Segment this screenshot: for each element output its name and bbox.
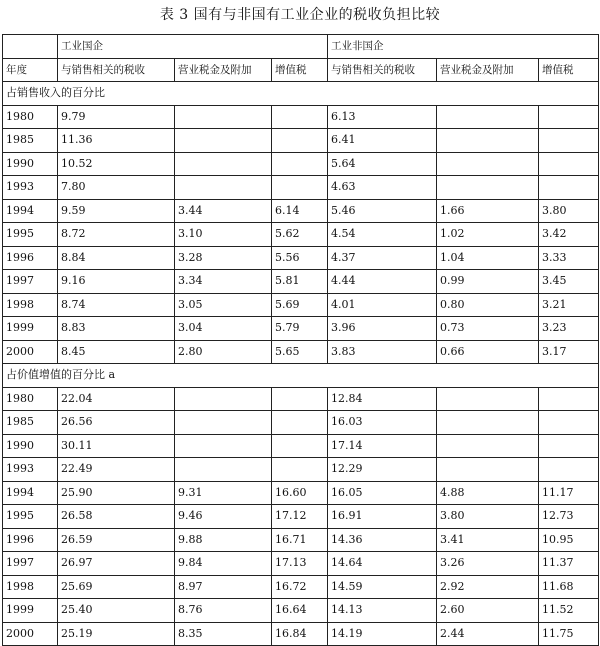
value-cell: 17.14 [328,434,437,458]
value-cell [272,387,328,411]
value-cell [175,434,272,458]
value-cell: 9.88 [175,528,272,552]
value-cell: 3.34 [175,270,272,294]
value-cell [272,411,328,435]
value-cell: 0.73 [437,317,539,341]
value-cell: 3.41 [437,528,539,552]
corner-cell [3,35,58,59]
value-cell: 8.35 [175,622,272,646]
value-cell [175,105,272,129]
value-cell [175,387,272,411]
value-cell: 26.56 [58,411,175,435]
year-cell: 1994 [3,199,58,223]
value-cell: 14.36 [328,528,437,552]
value-cell: 5.81 [272,270,328,294]
value-cell: 4.54 [328,223,437,247]
table-row [3,622,599,646]
value-cell: 16.05 [328,481,437,505]
value-cell: 9.46 [175,505,272,529]
value-cell: 26.97 [58,552,175,576]
value-cell: 22.49 [58,458,175,482]
section-label: 占销售收入的百分比 [3,82,599,106]
value-cell: 1.66 [437,199,539,223]
value-cell: 11.37 [539,552,599,576]
value-cell: 0.80 [437,293,539,317]
value-cell: 22.04 [58,387,175,411]
table-row [3,152,599,176]
value-cell: 4.88 [437,481,539,505]
value-cell: 11.36 [58,129,175,153]
value-cell: 4.44 [328,270,437,294]
year-cell: 1993 [3,458,58,482]
column-header-business-tax-nonstate: 营业税金及附加 [437,58,539,82]
value-cell: 25.40 [58,599,175,623]
value-cell: 12.29 [328,458,437,482]
year-cell: 1985 [3,129,58,153]
value-cell: 30.11 [58,434,175,458]
value-cell: 3.80 [437,505,539,529]
value-cell [437,105,539,129]
value-cell [539,387,599,411]
value-cell: 16.84 [272,622,328,646]
value-cell: 14.64 [328,552,437,576]
value-cell [437,152,539,176]
table-row [3,317,599,341]
value-cell: 7.80 [58,176,175,200]
value-cell: 17.12 [272,505,328,529]
value-cell: 16.64 [272,599,328,623]
value-cell: 4.63 [328,176,437,200]
value-cell: 26.58 [58,505,175,529]
year-cell: 2000 [3,622,58,646]
value-cell: 0.99 [437,270,539,294]
value-cell: 2.80 [175,340,272,364]
value-cell: 3.80 [539,199,599,223]
value-cell: 8.45 [58,340,175,364]
value-cell: 10.95 [539,528,599,552]
value-cell [272,152,328,176]
value-cell: 2.60 [437,599,539,623]
value-cell: 8.84 [58,246,175,270]
value-cell: 3.45 [539,270,599,294]
value-cell: 16.03 [328,411,437,435]
value-cell: 8.83 [58,317,175,341]
value-cell: 16.60 [272,481,328,505]
value-cell: 3.21 [539,293,599,317]
value-cell: 8.76 [175,599,272,623]
value-cell [175,411,272,435]
table-row [3,387,599,411]
value-cell: 3.05 [175,293,272,317]
section-row [3,364,599,388]
value-cell: 2.92 [437,575,539,599]
value-cell [437,411,539,435]
value-cell: 2.44 [437,622,539,646]
year-cell: 1994 [3,481,58,505]
value-cell [175,129,272,153]
column-header-vat-nonstate: 增值税 [539,58,599,82]
value-cell: 9.84 [175,552,272,576]
column-header-row [3,58,599,82]
year-cell: 1990 [3,152,58,176]
year-cell: 1997 [3,552,58,576]
year-cell: 1995 [3,223,58,247]
value-cell [437,458,539,482]
value-cell: 16.91 [328,505,437,529]
value-cell: 5.56 [272,246,328,270]
table-title: 表 3 国有与非国有工业企业的税收负担比较 [159,7,441,23]
table-row [3,176,599,200]
table-body [3,35,599,646]
column-header-vat: 增值税 [272,58,328,82]
value-cell [437,129,539,153]
table-row [3,434,599,458]
year-cell: 1980 [3,105,58,129]
table-row [3,270,599,294]
value-cell: 17.13 [272,552,328,576]
table-row [3,246,599,270]
value-cell: 9.79 [58,105,175,129]
year-cell: 1999 [3,599,58,623]
value-cell: 8.74 [58,293,175,317]
column-header-business-tax: 营业税金及附加 [175,58,272,82]
table-row [3,199,599,223]
value-cell [539,152,599,176]
value-cell: 25.19 [58,622,175,646]
section-row [3,82,599,106]
value-cell: 9.16 [58,270,175,294]
year-cell: 1995 [3,505,58,529]
table-row [3,552,599,576]
value-cell: 5.62 [272,223,328,247]
table-row [3,458,599,482]
value-cell: 16.71 [272,528,328,552]
value-cell [437,434,539,458]
value-cell: 3.28 [175,246,272,270]
year-cell: 1996 [3,528,58,552]
value-cell: 3.10 [175,223,272,247]
table-row [3,481,599,505]
section-label: 占价值增值的百分比 a [3,364,599,388]
table-row [3,575,599,599]
value-cell [437,176,539,200]
value-cell: 1.02 [437,223,539,247]
table-row [3,293,599,317]
value-cell [272,458,328,482]
value-cell: 8.72 [58,223,175,247]
value-cell: 6.41 [328,129,437,153]
value-cell: 3.17 [539,340,599,364]
value-cell: 3.42 [539,223,599,247]
value-cell: 3.83 [328,340,437,364]
value-cell [539,129,599,153]
year-cell: 1990 [3,434,58,458]
value-cell: 11.17 [539,481,599,505]
value-cell: 5.79 [272,317,328,341]
year-cell: 1998 [3,293,58,317]
table-row [3,528,599,552]
value-cell: 3.96 [328,317,437,341]
value-cell: 5.69 [272,293,328,317]
value-cell [437,387,539,411]
value-cell: 3.04 [175,317,272,341]
value-cell: 11.75 [539,622,599,646]
value-cell: 3.33 [539,246,599,270]
table-row [3,340,599,364]
table-row [3,411,599,435]
value-cell [272,434,328,458]
value-cell: 25.69 [58,575,175,599]
value-cell: 3.26 [437,552,539,576]
table-row [3,505,599,529]
value-cell: 14.59 [328,575,437,599]
year-cell: 1993 [3,176,58,200]
value-cell: 6.14 [272,199,328,223]
value-cell: 4.37 [328,246,437,270]
value-cell: 12.73 [539,505,599,529]
value-cell: 25.90 [58,481,175,505]
value-cell: 11.52 [539,599,599,623]
value-cell [272,176,328,200]
value-cell: 10.52 [58,152,175,176]
table-row [3,105,599,129]
value-cell [539,411,599,435]
column-header-year: 年度 [3,58,58,82]
value-cell [175,152,272,176]
year-cell: 2000 [3,340,58,364]
year-cell: 1999 [3,317,58,341]
table-row [3,129,599,153]
year-cell: 1985 [3,411,58,435]
group-header-nonstate: 工业非国企 [328,35,599,59]
value-cell: 5.64 [328,152,437,176]
value-cell [539,105,599,129]
table-row [3,223,599,247]
value-cell: 9.59 [58,199,175,223]
value-cell: 16.72 [272,575,328,599]
column-header-sales-tax: 与销售相关的税收 [58,58,175,82]
value-cell: 1.04 [437,246,539,270]
value-cell: 9.31 [175,481,272,505]
value-cell [175,176,272,200]
value-cell [539,458,599,482]
value-cell [175,458,272,482]
group-header-row [3,35,599,59]
value-cell: 8.97 [175,575,272,599]
group-header-state: 工业国企 [58,35,328,59]
table-row [3,599,599,623]
value-cell [272,129,328,153]
value-cell: 4.01 [328,293,437,317]
year-cell: 1998 [3,575,58,599]
value-cell: 0.66 [437,340,539,364]
value-cell: 26.59 [58,528,175,552]
value-cell [272,105,328,129]
value-cell: 5.65 [272,340,328,364]
value-cell: 3.44 [175,199,272,223]
value-cell: 5.46 [328,199,437,223]
year-cell: 1997 [3,270,58,294]
value-cell [539,434,599,458]
value-cell: 11.68 [539,575,599,599]
tax-burden-table [2,34,599,646]
year-cell: 1996 [3,246,58,270]
value-cell: 14.19 [328,622,437,646]
value-cell: 6.13 [328,105,437,129]
value-cell [539,176,599,200]
year-cell: 1980 [3,387,58,411]
column-header-sales-tax-nonstate: 与销售相关的税收 [328,58,437,82]
value-cell: 3.23 [539,317,599,341]
value-cell: 12.84 [328,387,437,411]
value-cell: 14.13 [328,599,437,623]
